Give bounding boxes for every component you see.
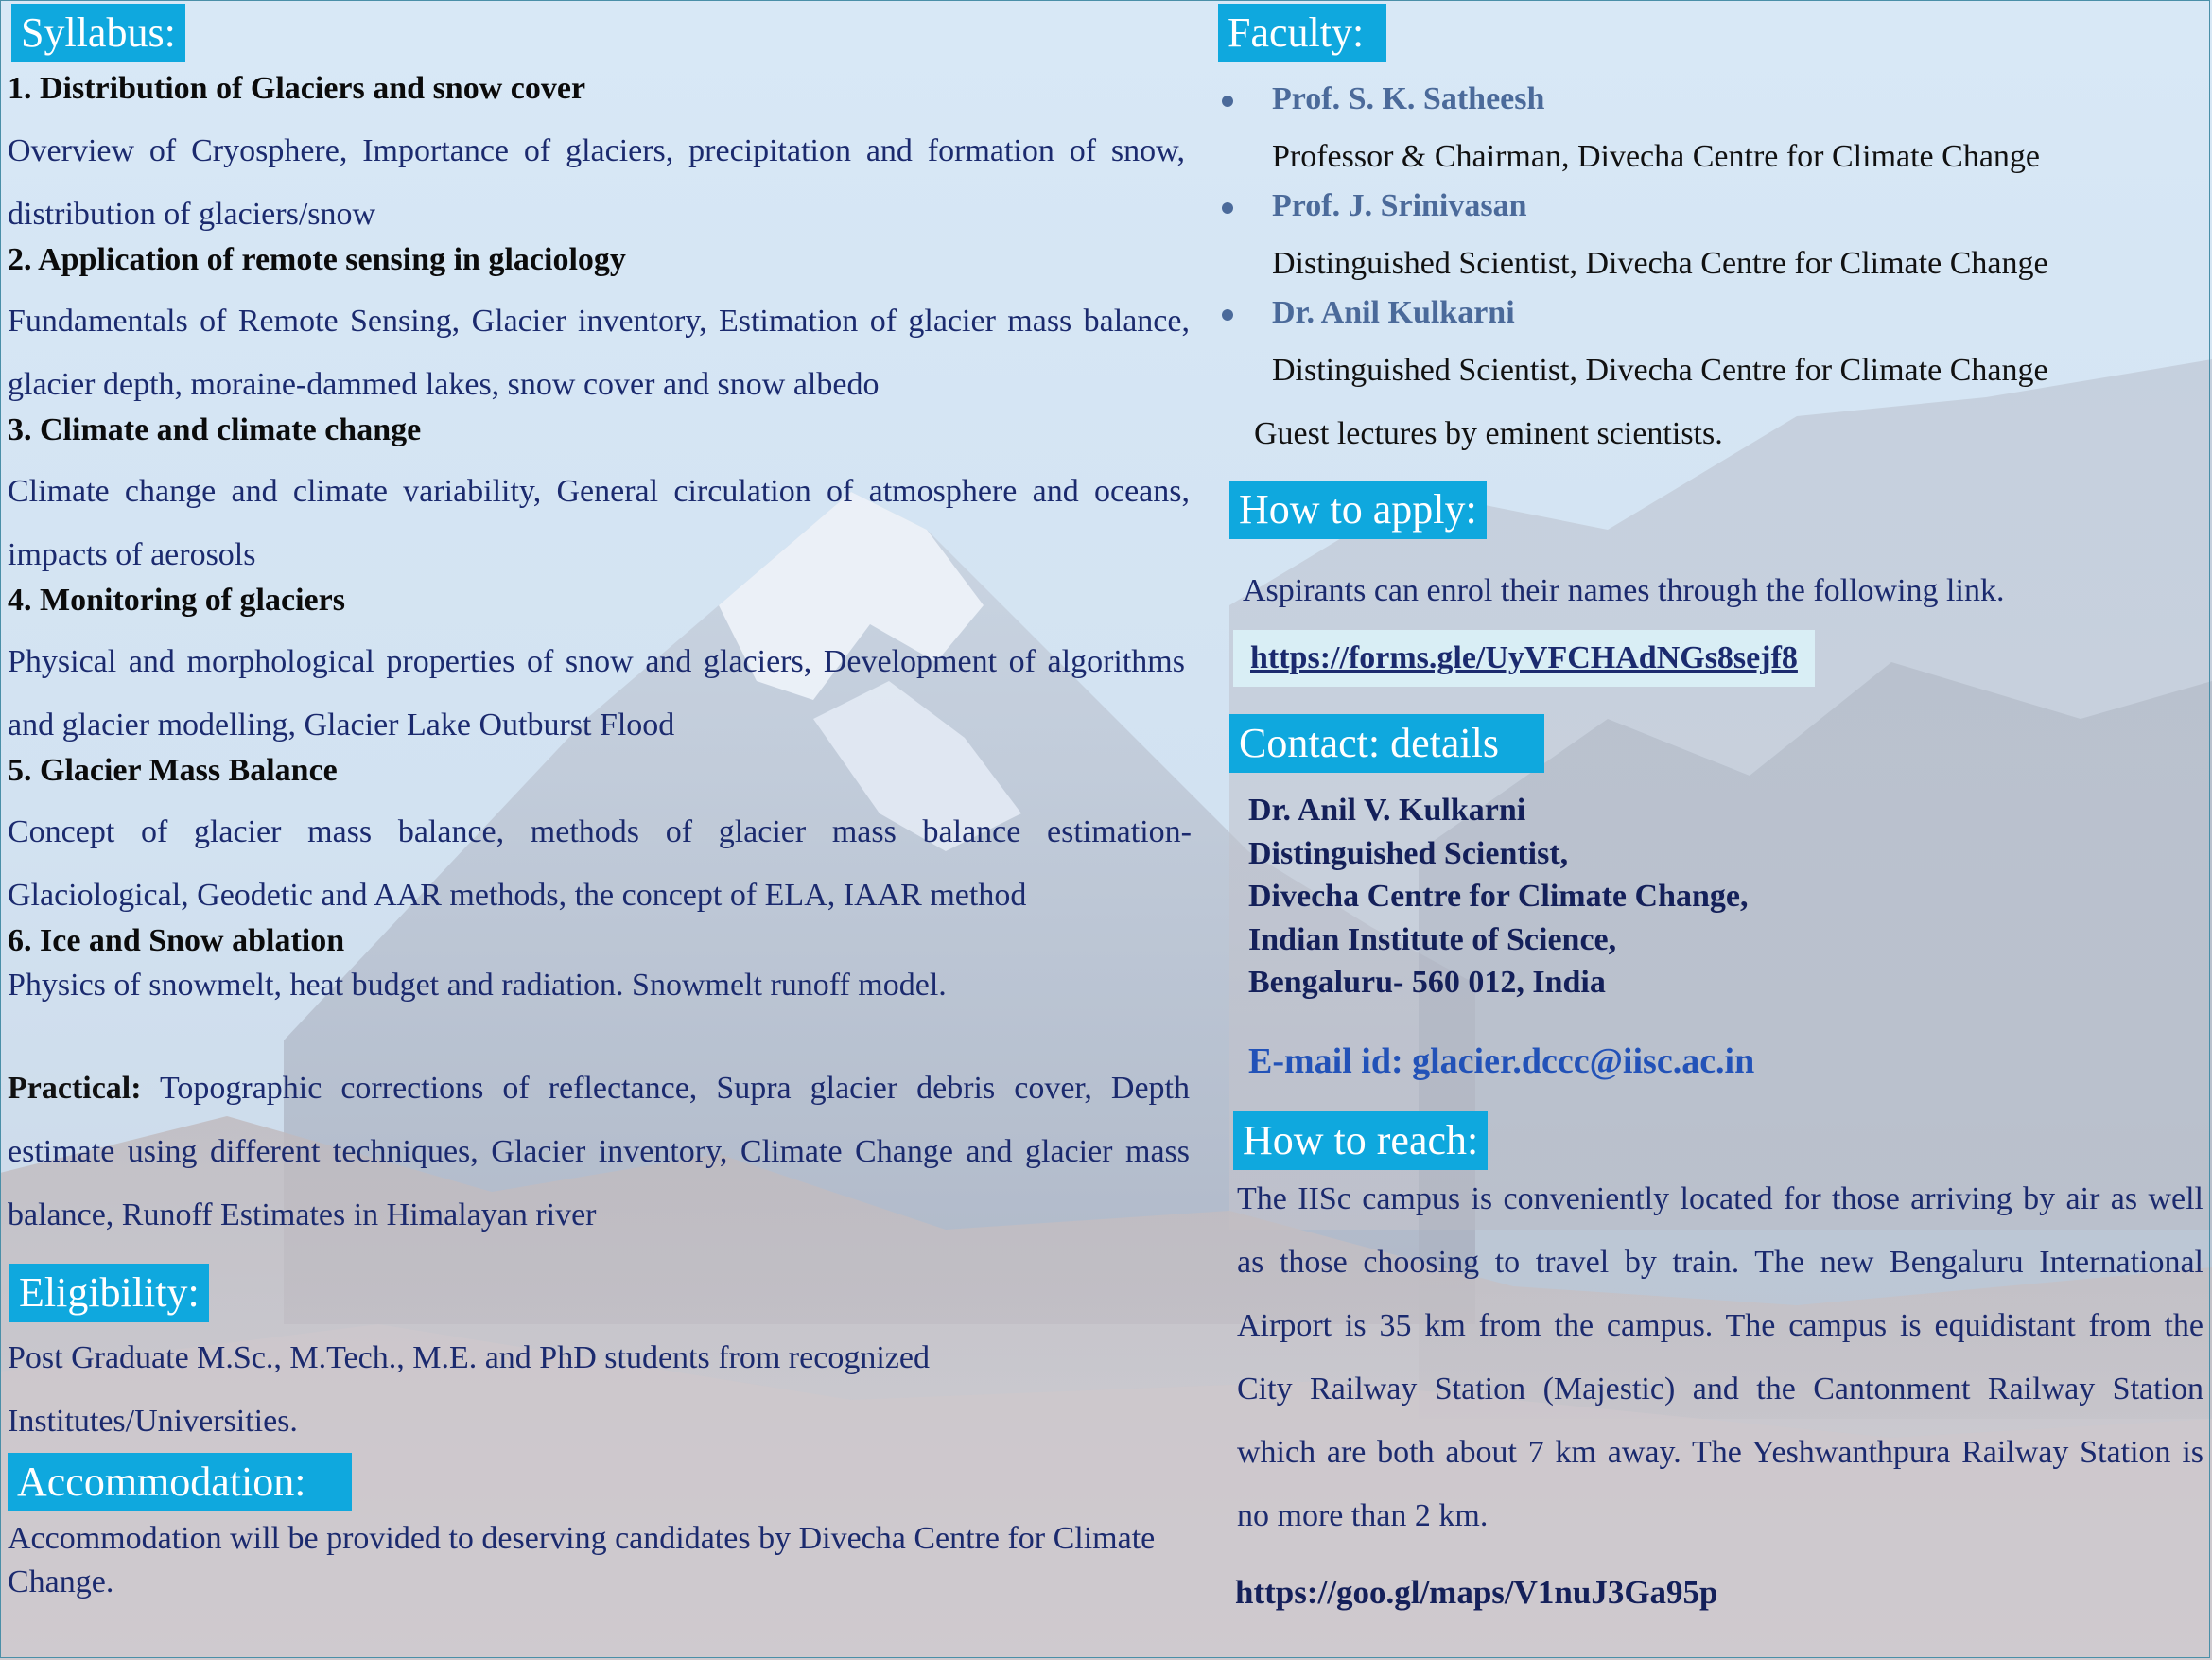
reach-text: The IISc campus is conveniently located for those arriving by air as well as those choosing to travel by train. The new Bengaluru International Airport is 35 km from the campus. The campus is equidistant from the City Railway Station (Majestic) and the Cantonment Railway Station which are both about 7 km away. The Yeshwanthpura Railway Station is no more than 2 km. [1237,1181,2203,1533]
contact-line-4: Indian Institute of Science, [1248,921,1617,957]
topic-2-title: 2. Application of remote sensing in glaciology [8,242,626,277]
faculty-name-2: Prof. J. Srinivasan [1272,188,1527,223]
topic-5-title: 5. Glacier Mass Balance [8,753,338,788]
accommodation-header: Accommodation: [8,1453,352,1511]
how-to-apply-header: How to apply: [1229,481,1487,539]
bullet-icon [1222,202,1233,214]
map-link[interactable]: https://goo.gl/maps/V1nuJ3Ga95p [1235,1574,1718,1611]
contact-header: Contact: details [1229,714,1544,773]
topic-4-title: 4. Monitoring of glaciers [8,583,345,618]
apply-link[interactable]: https://forms.gle/UyVFCHAdNGs8sejf8 [1250,640,1798,675]
contact-line-5: Bengaluru- 560 012, India [1248,965,1606,1000]
bullet-icon [1222,96,1233,107]
contact-details [1248,789,1748,1005]
apply-text: Aspirants can enrol their names through the following link. [1243,573,2005,608]
practical-label: Practical: [8,1071,142,1106]
topic-4-description: Physical and morphological properties of snow and glaciers, Development of algorithms and glacier modelling, Glacier Lake Outburst Flood [8,644,1185,743]
topic-1-title: 1. Distribution of Glaciers and snow cover [8,71,586,106]
contact-line-3: Divecha Centre for Climate Change, [1248,879,1749,914]
faculty-role-2: Distinguished Scientist, Divecha Centre for Climate Change [1272,246,2048,281]
apply-link-box [1233,630,1815,687]
eligibility-header: Eligibility: [9,1264,209,1322]
how-to-reach-header: How to reach: [1233,1111,1488,1170]
accommodation-text: Accommodation will be provided to deserving candidates by Divecha Centre for Climate Change. [8,1521,1156,1599]
faculty-name-1: Prof. S. K. Satheesh [1272,81,1545,116]
contact-line-1: Dr. Anil V. Kulkarni [1248,793,1526,828]
contact-email[interactable]: E-mail id: glacier.dccc@iisc.ac.in [1248,1041,1755,1081]
faculty-header: Faculty: [1218,4,1386,62]
practical-paragraph [8,1057,1190,1247]
topic-3-title: 3. Climate and climate change [8,412,422,447]
faculty-role-3: Distinguished Scientist, Divecha Centre for Climate Change [1272,353,2048,388]
bullet-icon [1222,309,1233,321]
syllabus-header: Syllabus: [11,4,185,62]
faculty-role-1: Professor & Chairman, Divecha Centre for Climate Change [1272,139,2040,174]
topic-6-description: Physics of snowmelt, heat budget and radiation. Snowmelt runoff model. [8,968,947,1003]
practical-text: Topographic corrections of reflectance, Supra glacier debris cover, Depth estimate using different techniques, Glacier inventory, Climate Change and glacier mass balance, Runoff Estimates in Himalayan river [8,1071,1190,1232]
topic-6-title: 6. Ice and Snow ablation [8,923,345,958]
guest-lectures-note: Guest lectures by eminent scientists. [1254,416,1723,451]
eligibility-text: Post Graduate M.Sc., M.Tech., M.E. and PhD students from recognized Institutes/Universities. [8,1340,930,1439]
topic-5-description: Concept of glacier mass balance, methods of glacier mass balance estimation- Glaciological, Geodetic and AAR methods, the concept of ELA, IAAR method [8,814,1192,913]
topic-3-description: Climate change and climate variability, General circulation of atmosphere and oceans, impacts of aerosols [8,474,1190,572]
faculty-name-3: Dr. Anil Kulkarni [1272,295,1515,330]
contact-line-2: Distinguished Scientist, [1248,835,1569,871]
topic-2-description: Fundamentals of Remote Sensing, Glacier inventory, Estimation of glacier mass balance, glacier depth, moraine-dammed lakes, snow cover and snow albedo [8,304,1190,402]
topic-1-description: Overview of Cryosphere, Importance of glaciers, precipitation and formation of snow, distribution of glaciers/snow [8,133,1185,232]
